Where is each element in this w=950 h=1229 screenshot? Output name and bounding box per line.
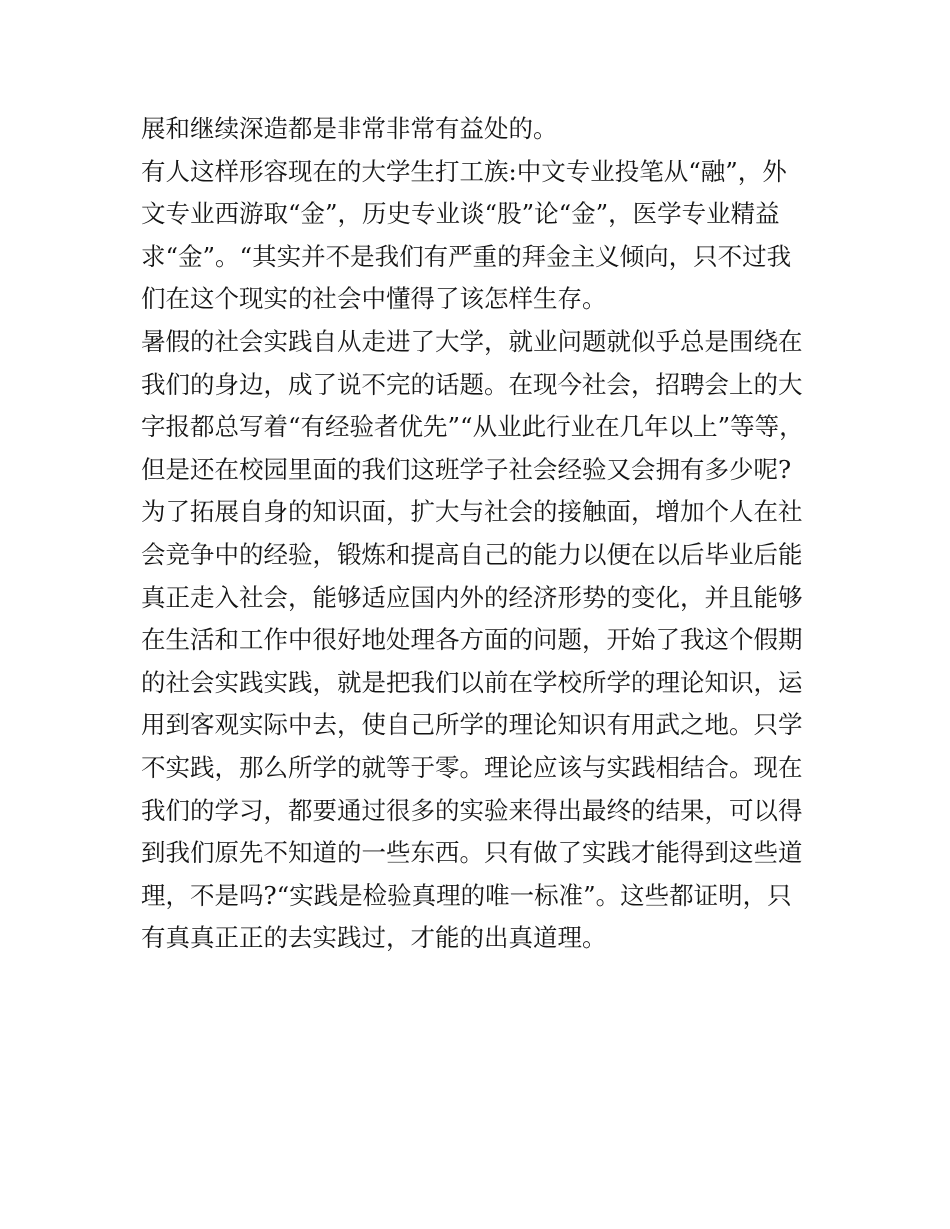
text-line: 理，不是吗?“实践是检验真理的唯一标准”。这些都证明，只 xyxy=(141,880,792,910)
text-line: 文专业西游取“金”，历史专业谈“股”论“金”，医学专业精益 xyxy=(141,199,780,229)
text-line: 用到客观实际中去，使自己所学的理论知识有用武之地。只学 xyxy=(141,710,803,740)
text-line: 展和继续深造都是非常非常有益处的。 xyxy=(141,114,558,143)
text-line: 的社会实践实践，就是把我们以前在学校所学的理论知识，运 xyxy=(141,667,803,697)
text-line: 有真真正正的去实践过，才能的出真道理。 xyxy=(141,923,607,953)
body-text xyxy=(141,108,821,960)
text-line: 字报都总写着“有经验者优先”“从业此行业在几年以上”等等， xyxy=(141,412,804,442)
text-line: 有人这样形容现在的大学生打工族:中文专业投笔从“融”，外 xyxy=(141,156,787,186)
text-line: 但是还在校园里面的我们这班学子社会经验又会拥有多少呢? xyxy=(141,454,792,484)
text-line: 不实践，那么所学的就等于零。理论应该与实践相结合。现在 xyxy=(141,752,803,782)
text-line: 求“金”。“其实并不是我们有严重的拜金主义倾向，只不过我 xyxy=(141,241,792,271)
text-line: 真正走入社会，能够适应国内外的经济形势的变化，并且能够 xyxy=(141,582,803,612)
text-line: 我们的身边，成了说不完的话题。在现今社会，招聘会上的大 xyxy=(141,369,803,399)
text-line: 我们的学习，都要通过很多的实验来得出最终的结果，可以得 xyxy=(141,795,803,825)
text-line: 在生活和工作中很好地处理各方面的问题，开始了我这个假期 xyxy=(141,625,803,655)
text-line: 暑假的社会实践自从走进了大学，就业问题就似乎总是围绕在 xyxy=(141,326,803,356)
text-line: 会竞争中的经验，锻炼和提高自己的能力以便在以后毕业后能 xyxy=(141,539,803,569)
text-line: 们在这个现实的社会中懂得了该怎样生存。 xyxy=(141,284,607,314)
text-line: 为了拓展自身的知识面，扩大与社会的接触面，增加个人在社 xyxy=(141,497,803,527)
text-line: 到我们原先不知道的一些东西。只有做了实践才能得到这些道 xyxy=(141,838,803,868)
